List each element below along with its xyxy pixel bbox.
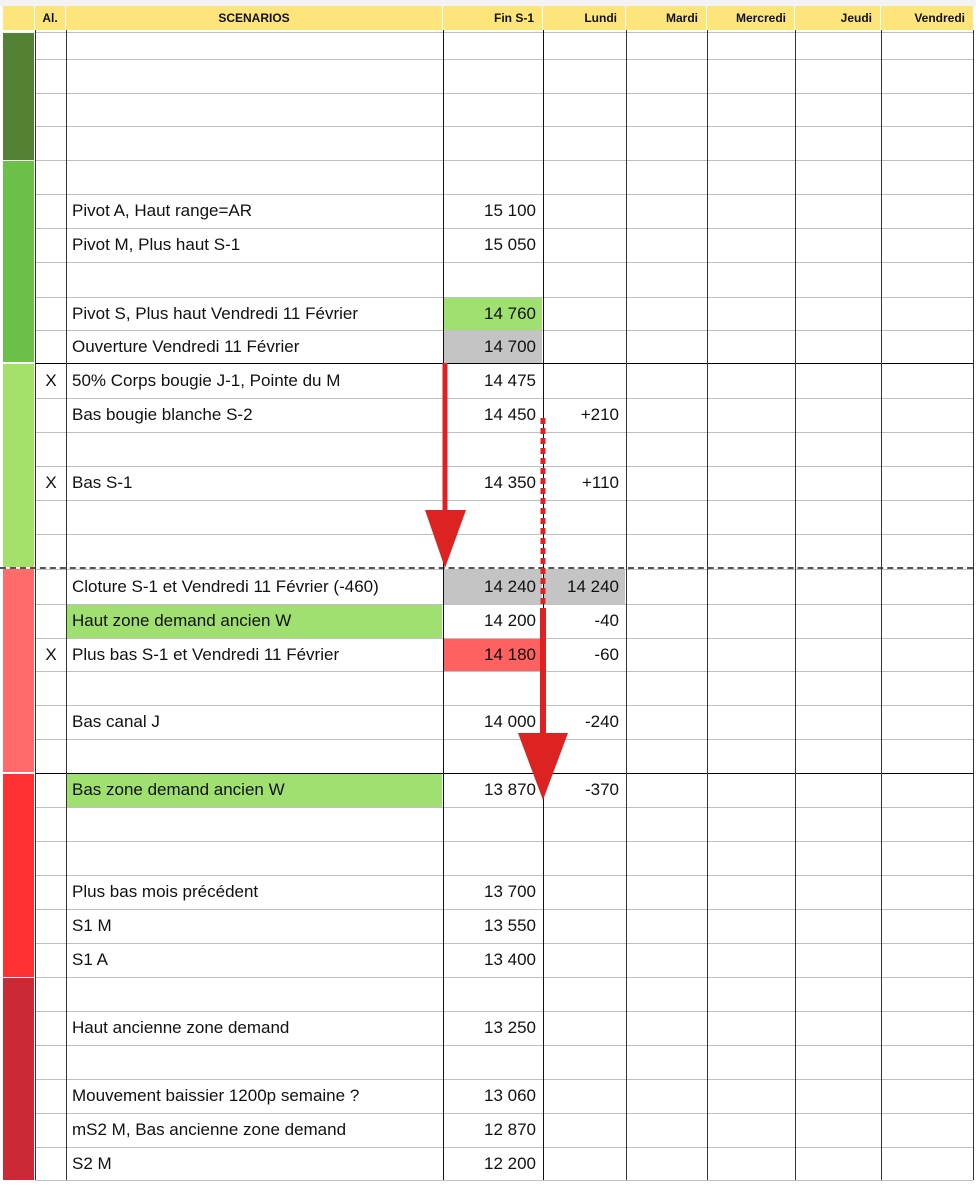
scenario-label-cell[interactable]: Haut ancienne zone demand [72, 1018, 290, 1037]
scenario-label-cell[interactable]: Haut zone demand ancien W [72, 611, 292, 630]
scenario-label-cell[interactable]: Bas canal J [72, 712, 160, 731]
scenario-label-cell[interactable]: Bas bougie blanche S-2 [72, 405, 253, 424]
fin-s1-value-cell[interactable]: 13 060 [484, 1086, 536, 1105]
scenario-label-cell[interactable]: S2 M [72, 1154, 112, 1173]
lundi-value-cell[interactable]: +110 [581, 473, 619, 492]
arrow-fin-head [425, 510, 466, 568]
lundi-value-cell[interactable]: -60 [594, 645, 619, 664]
scenario-label-cell[interactable]: S1 M [72, 916, 112, 935]
lundi-value-cell[interactable]: +210 [580, 405, 619, 424]
scenario-label-cell[interactable]: Cloture S-1 et Vendredi 11 Février (-460) [72, 577, 379, 596]
header-vendredi[interactable]: Vendredi [881, 6, 973, 30]
scenario-label-cell[interactable]: 50% Corps bougie J-1, Pointe du M [72, 371, 341, 390]
header-al[interactable]: Al. [35, 6, 65, 30]
fin-s1-value-cell[interactable]: 14 450 [484, 405, 536, 424]
header-lundi[interactable]: Lundi [543, 6, 625, 30]
alert-mark-cell[interactable]: X [45, 371, 57, 390]
fin-s1-value-cell[interactable]: 14 350 [484, 473, 536, 492]
fin-s1-value-cell[interactable]: 14 240 [484, 577, 536, 596]
fin-s1-value-cell[interactable]: 15 050 [484, 235, 536, 254]
fin-s1-value-cell[interactable]: 13 550 [484, 916, 536, 935]
scenario-label-cell[interactable]: Plus bas S-1 et Vendredi 11 Février [72, 645, 340, 664]
lundi-value-cell[interactable]: -240 [584, 712, 619, 731]
fin-s1-value-cell[interactable]: 14 000 [484, 712, 536, 731]
scenario-label-cell[interactable]: Pivot S, Plus haut Vendredi 11 Février [72, 304, 359, 323]
fin-s1-value-cell[interactable]: 14 180 [484, 645, 536, 664]
alert-mark-cell[interactable]: X [45, 645, 57, 664]
scenario-label-cell[interactable]: Pivot A, Haut range=AR [72, 201, 253, 220]
fin-s1-value-cell[interactable]: 14 700 [484, 337, 536, 356]
header-mercredi[interactable]: Mercredi [707, 6, 794, 30]
scenario-label-cell[interactable]: Mouvement baissier 1200p semaine ? [72, 1086, 360, 1105]
header-fin-s1[interactable]: Fin S-1 [443, 6, 542, 30]
fin-s1-value-cell[interactable]: 14 200 [484, 611, 536, 630]
scenario-label-cell[interactable]: Ouverture Vendredi 11 Février [72, 337, 300, 356]
scenario-label-cell[interactable]: S1 A [72, 950, 108, 969]
scenario-label-cell[interactable]: mS2 M, Bas ancienne zone demand [72, 1120, 347, 1139]
header-mardi[interactable]: Mardi [626, 6, 706, 30]
lundi-value-cell[interactable]: -370 [584, 780, 619, 799]
header-scenarios[interactable]: SCENARIOS [66, 6, 442, 30]
fin-s1-value-cell[interactable]: 13 700 [484, 882, 536, 901]
header-jeudi[interactable]: Jeudi [795, 6, 880, 30]
lundi-value-cell[interactable]: 14 240 [567, 577, 619, 596]
alert-mark-cell[interactable]: X [45, 473, 57, 492]
fin-s1-value-cell[interactable]: 15 100 [484, 201, 536, 220]
lundi-value-cell[interactable]: -40 [594, 611, 619, 630]
fin-s1-value-cell[interactable]: 14 760 [484, 304, 536, 323]
fin-s1-value-cell[interactable]: 13 400 [484, 950, 536, 969]
arrow-lundi-head [518, 733, 568, 800]
fin-s1-value-cell[interactable]: 13 870 [484, 780, 536, 799]
scenario-label-cell[interactable]: Plus bas mois précédent [72, 882, 259, 901]
scenario-label-cell[interactable]: Bas zone demand ancien W [72, 780, 285, 799]
fin-s1-value-cell[interactable]: 12 870 [484, 1120, 536, 1139]
fin-s1-value-cell[interactable]: 14 475 [484, 371, 536, 390]
fin-s1-value-cell[interactable]: 12 200 [484, 1154, 536, 1173]
scenario-label-cell[interactable]: Bas S-1 [72, 473, 133, 492]
scenario-label-cell[interactable]: Pivot M, Plus haut S-1 [72, 235, 241, 254]
fin-s1-value-cell[interactable]: 13 250 [484, 1018, 536, 1037]
